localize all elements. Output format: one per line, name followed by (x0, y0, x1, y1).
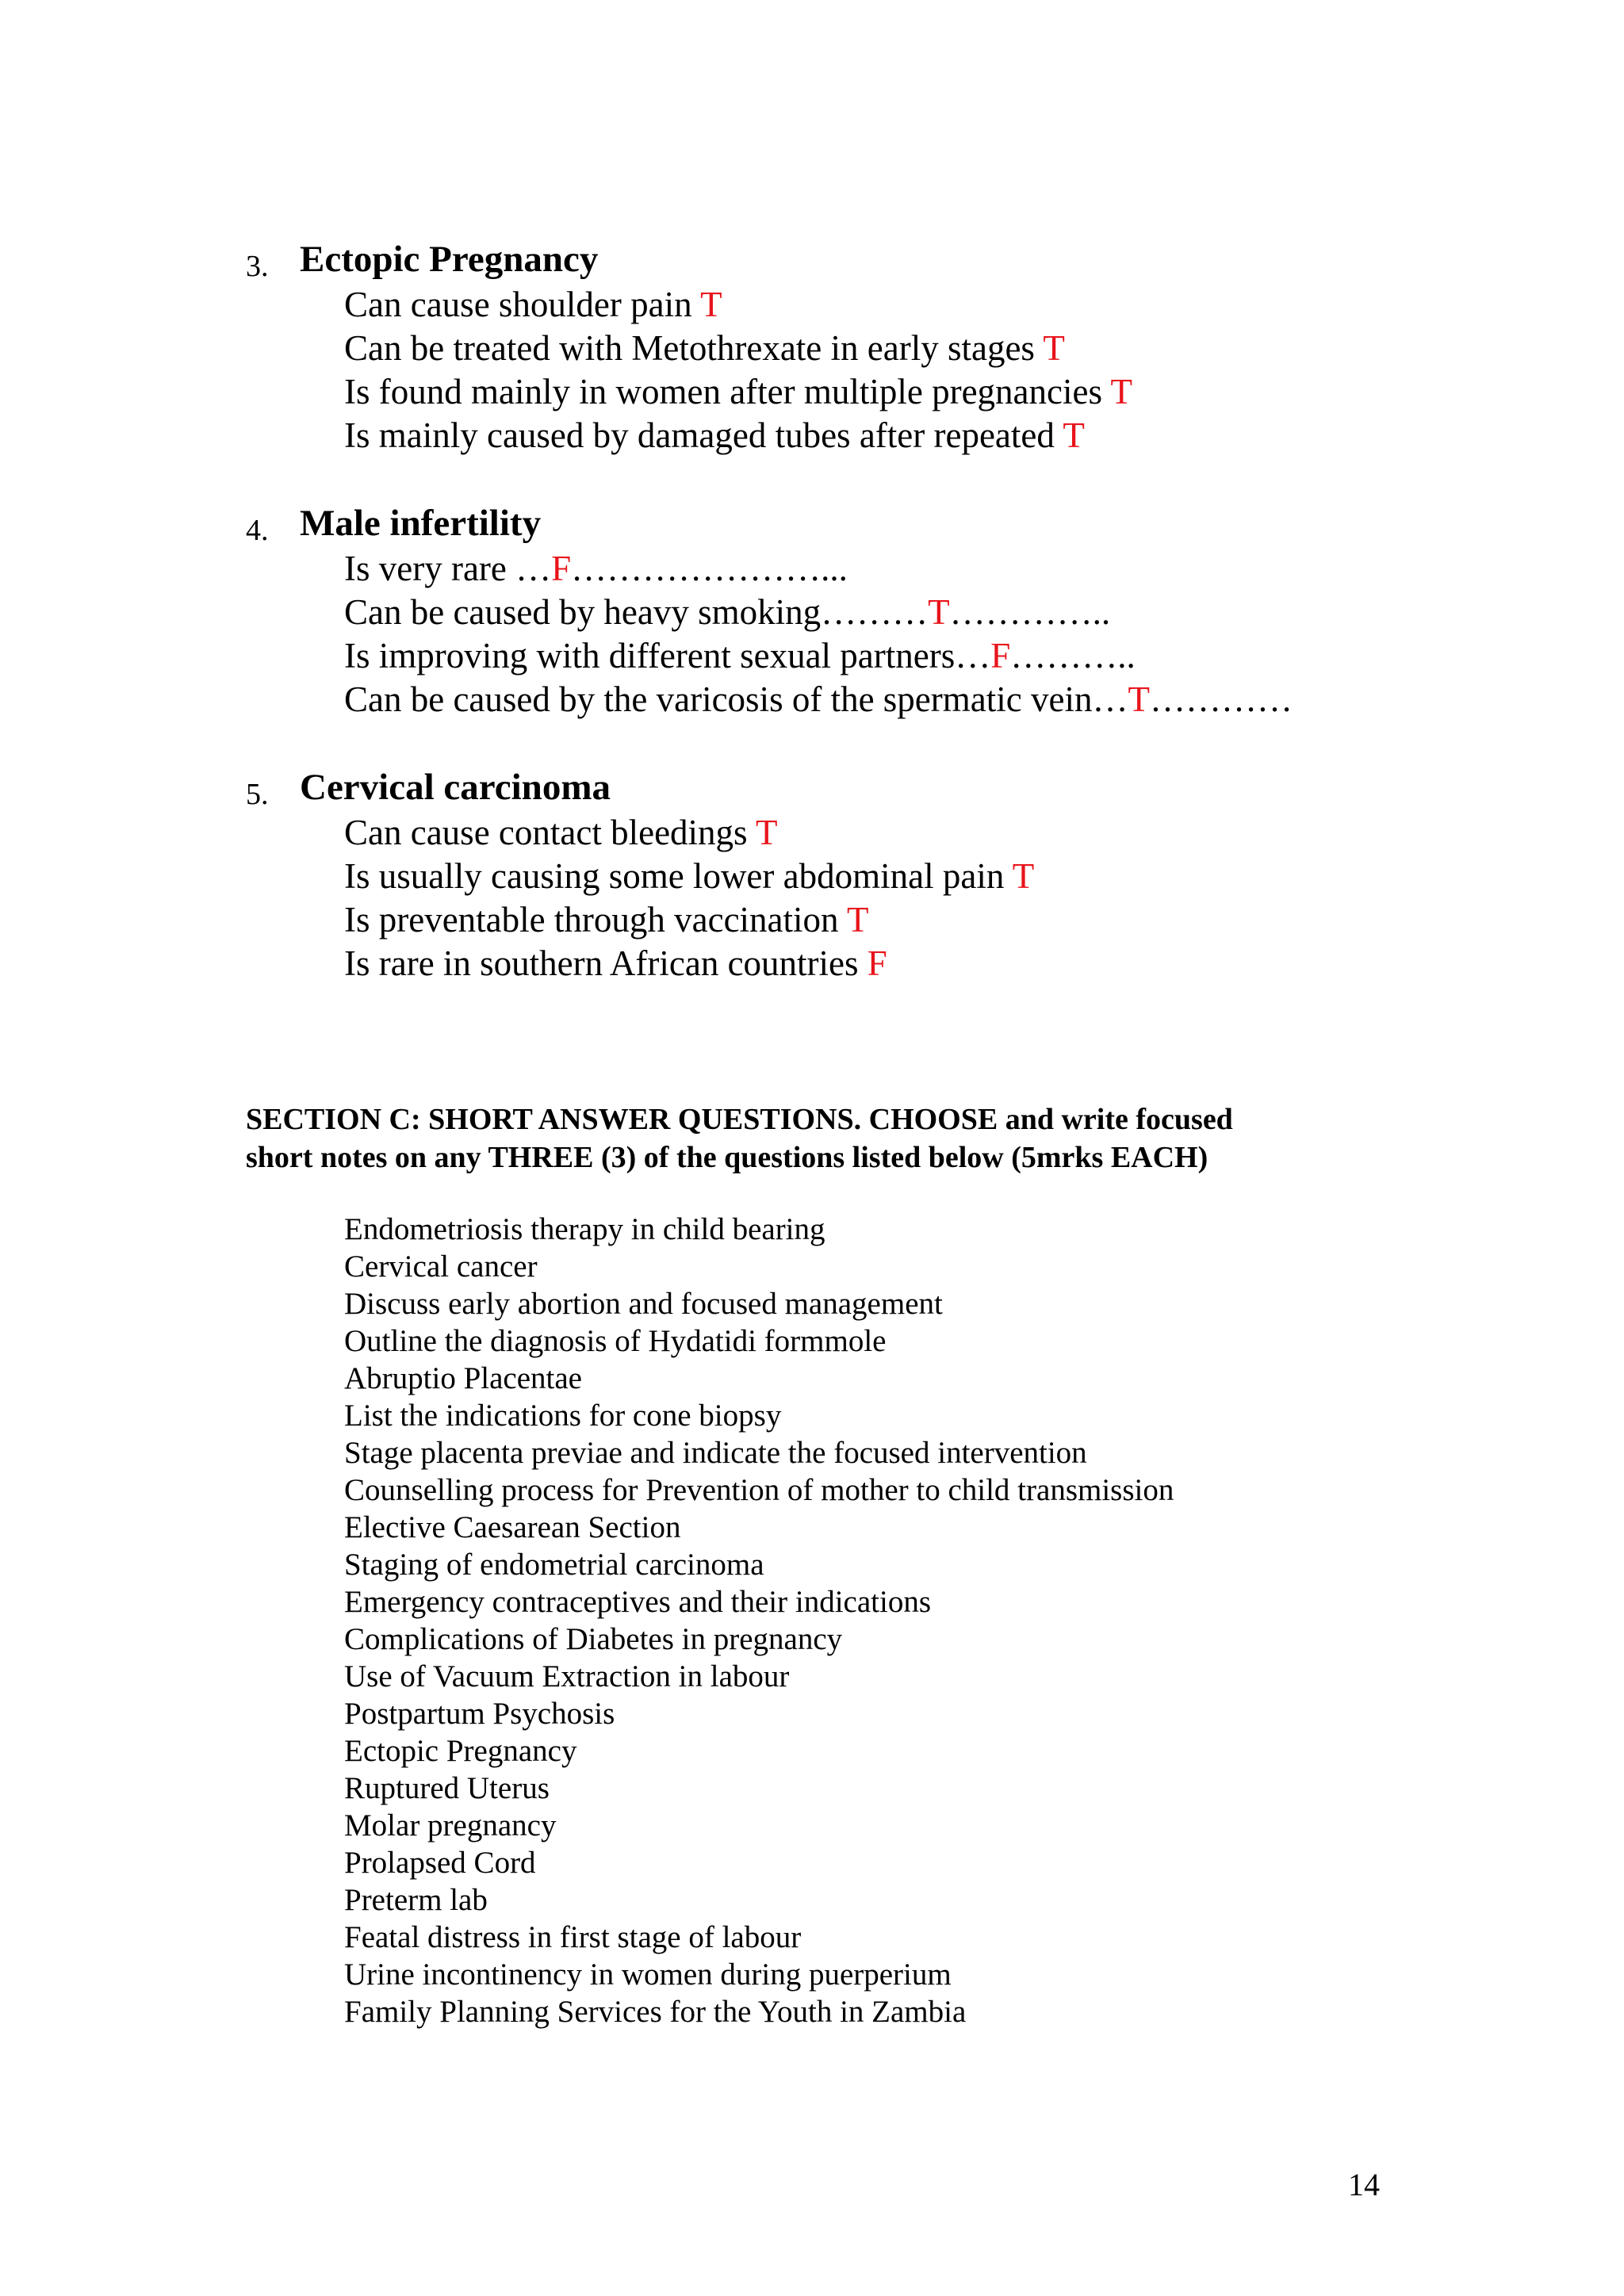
item-text: Family Planning Services for the Youth in Zambia (344, 1995, 967, 2029)
question-title: Cervical carcinoma (300, 767, 611, 808)
statement (344, 371, 1132, 412)
statement-text: Is preventable through vaccination (344, 900, 847, 939)
list-item (0, 1733, 1269, 1770)
item-text: Emergency contraceptives and their indications (344, 1585, 932, 1619)
statement-text: Is found mainly in women after multiple pregnancies (344, 372, 1111, 411)
list-item (0, 1435, 1269, 1472)
item-text: Ruptured Uterus (344, 1771, 550, 1805)
statement (344, 812, 778, 853)
answer-mark: T (1110, 372, 1132, 411)
section-c-heading (246, 1100, 1356, 1177)
item-text: Featal distress in first stage of labour (344, 1920, 802, 1954)
item-text: Prolapsed Cord (344, 1846, 536, 1880)
item-text: Discuss early abortion and focused management (344, 1287, 943, 1321)
list-item (0, 1398, 1269, 1435)
answer-mark: T (1012, 856, 1035, 896)
statement (344, 855, 1034, 897)
list-item (0, 1472, 1269, 1510)
list-item (0, 1286, 1269, 1323)
statement (344, 548, 848, 589)
statement (344, 679, 1293, 720)
list-item (0, 1360, 1269, 1398)
item-text: Abruptio Placentae (344, 1361, 582, 1395)
answer-mark: T (846, 900, 869, 939)
answer-mark: T (1128, 679, 1150, 719)
item-text: Outline the diagnosis of Hydatidi formmole (344, 1324, 887, 1358)
item-text: Ectopic Pregnancy (344, 1734, 577, 1768)
answer-mark: T (928, 592, 950, 632)
list-item (0, 1845, 1269, 1882)
item-text: Counselling process for Prevention of mother to child transmission (344, 1473, 1174, 1507)
answer-mark: F (867, 943, 887, 983)
list-item (0, 1659, 1269, 1696)
statement-text: Can be caused by heavy smoking……… (344, 592, 929, 632)
statement (344, 899, 868, 940)
list-item (0, 1211, 1269, 1249)
list-item (0, 1808, 1269, 1845)
statement-text: Can cause contact bleedings (344, 813, 756, 852)
item-text: Postpartum Psychosis (344, 1697, 615, 1731)
question-number: 5. (246, 778, 269, 811)
item-text: Elective Caesarean Section (344, 1510, 681, 1544)
statement-text: Can be caused by the varicosis of the spermatic vein… (344, 679, 1128, 719)
answer-mark: F (551, 549, 572, 588)
item-text: List the indications for cone biopsy (344, 1399, 782, 1433)
item-text: Use of Vacuum Extraction in labour (344, 1659, 790, 1693)
answer-mark: T (1063, 415, 1085, 455)
item-text: Molar pregnancy (344, 1808, 557, 1843)
statement (344, 284, 722, 325)
list-item (0, 1547, 1269, 1584)
statement-text: Is rare in southern African countries (344, 943, 868, 983)
list-item (0, 1584, 1269, 1621)
statement-tail: …………………... (571, 549, 848, 588)
statement-text: Can be treated with Metothrexate in early stages (344, 328, 1044, 368)
item-text: Complications of Diabetes in pregnancy (344, 1622, 843, 1656)
statement-text: Is improving with different sexual partners… (344, 636, 991, 675)
list-item (0, 1770, 1269, 1808)
section-heading-line: SECTION C: SHORT ANSWER QUESTIONS. CHOOSE and write focused (246, 1103, 1233, 1136)
item-text: Preterm lab (344, 1883, 488, 1917)
list-item (0, 1621, 1269, 1659)
list-item (0, 1510, 1269, 1547)
item-text: Staging of endometrial carcinoma (344, 1548, 764, 1582)
list-item (0, 1696, 1269, 1733)
statement (344, 943, 887, 984)
answer-mark: T (700, 285, 722, 324)
statement-text: Is very rare … (344, 549, 552, 588)
question-number: 4. (246, 514, 269, 547)
statement-tail: ……….. (1010, 636, 1136, 675)
statement (344, 327, 1065, 369)
statement-text: Is usually causing some lower abdominal pain (344, 856, 1013, 896)
question-header (0, 238, 1507, 282)
item-text: Endometriosis therapy in child bearing (344, 1212, 825, 1246)
statement (344, 415, 1085, 456)
page-number: 14 (1348, 2167, 1380, 2202)
answer-mark: F (990, 636, 1011, 675)
list-item (0, 1919, 1269, 1957)
statement-text: Is mainly caused by damaged tubes after repeated (344, 415, 1063, 455)
question-header (0, 766, 1507, 810)
answer-mark: T (1043, 328, 1065, 368)
statement (344, 591, 1110, 633)
statement (344, 635, 1136, 676)
question-title: Ectopic Pregnancy (300, 239, 599, 280)
statement-tail: ………… (1149, 679, 1293, 719)
question-number: 3. (246, 250, 269, 283)
list-item (0, 1994, 1269, 2031)
statement-tail: ………….. (949, 592, 1111, 632)
section-heading-line: short notes on any THREE (3) of the questions listed below (5mrks EACH) (246, 1141, 1208, 1174)
list-item (0, 1882, 1269, 1919)
list-item (0, 1249, 1269, 1286)
item-text: Urine incontinency in women during puerperium (344, 1957, 952, 1992)
question-title: Male infertility (300, 503, 542, 544)
question-header (0, 502, 1507, 546)
list-item (0, 1957, 1269, 1994)
item-text: Cervical cancer (344, 1249, 538, 1284)
item-text: Stage placenta previae and indicate the focused intervention (344, 1436, 1087, 1470)
answer-mark: T (756, 813, 778, 852)
list-item (0, 1323, 1269, 1360)
statement-text: Can cause shoulder pain (344, 285, 701, 324)
